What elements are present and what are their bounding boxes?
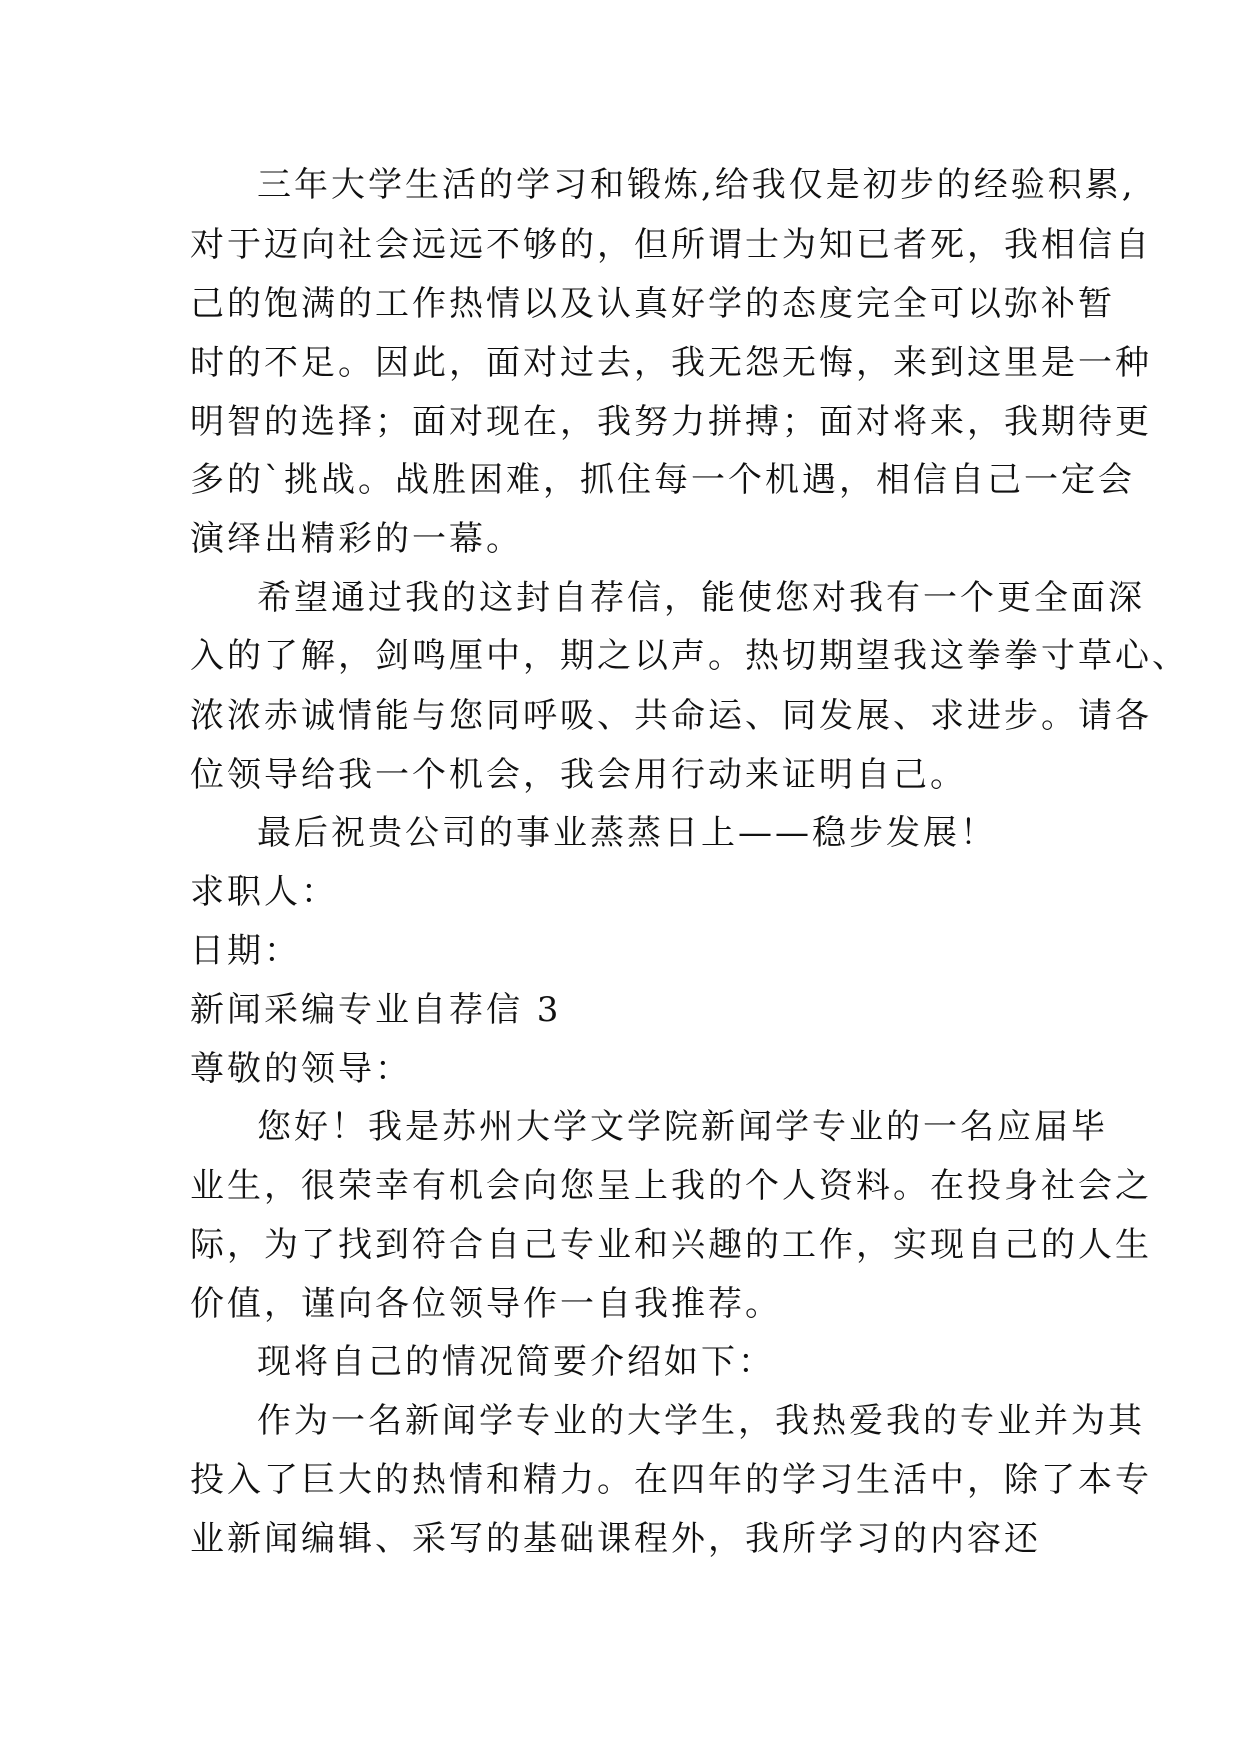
text-line: 业新闻编辑、采写的基础课程外，我所学习的内容还 xyxy=(190,1519,1041,1559)
text-line: 希望通过我的这封自荐信，能使您对我有一个更全面深 xyxy=(257,578,1145,618)
signature-label: 求职人： xyxy=(190,872,338,912)
text-line: 位领导给我一个机会，我会用行动来证明自己。 xyxy=(190,755,967,795)
text-line: 最后祝贵公司的事业蒸蒸日上——稳步发展！ xyxy=(257,813,997,853)
text-line: 明智的选择；面对现在，我努力拼搏；面对将来，我期待更 xyxy=(190,402,1152,442)
text-line: 时的不足。因此，面对过去，我无怨无悔，来到这里是一种 xyxy=(190,343,1152,383)
text-line: 入的了解，剑鸣厘中，期之以声。热切期望我这拳拳寸草心、 xyxy=(190,636,1189,676)
text-line: 现将自己的情况简要介绍如下： xyxy=(257,1342,775,1382)
text-line: 价值，谨向各位领导作一自我推荐。 xyxy=(190,1284,782,1324)
text-line: 业生，很荣幸有机会向您呈上我的个人资料。在投身社会之 xyxy=(190,1166,1152,1206)
text-line: 己的饱满的工作热情以及认真好学的态度完全可以弥补暂 xyxy=(190,284,1115,324)
text-line: 际，为了找到符合自己专业和兴趣的工作，实现自己的人生 xyxy=(190,1225,1152,1265)
text-line: 您好！我是苏州大学文学院新闻学专业的一名应届毕 xyxy=(257,1107,1108,1147)
salutation: 尊敬的领导： xyxy=(190,1049,412,1089)
text-line: 演绎出精彩的一幕。 xyxy=(190,519,523,559)
text-line: 作为一名新闻学专业的大学生，我热爱我的专业并为其 xyxy=(257,1401,1145,1441)
section-title: 新闻采编专业自荐信 3 xyxy=(190,990,562,1030)
text-line: 投入了巨大的热情和精力。在四年的学习生活中，除了本专 xyxy=(190,1460,1152,1500)
text-line: 浓浓赤诚情能与您同呼吸、共命运、同发展、求进步。请各 xyxy=(190,696,1152,736)
date-label: 日期： xyxy=(190,931,301,971)
text-line: 三年大学生活的学习和锻炼,给我仅是初步的经验积累, xyxy=(257,165,1136,205)
text-line: 多的`挑战。战胜困难，抓住每一个机遇，相信自己一定会 xyxy=(190,460,1135,500)
text-line: 对于迈向社会远远不够的，但所谓士为知已者死，我相信自 xyxy=(190,225,1152,265)
